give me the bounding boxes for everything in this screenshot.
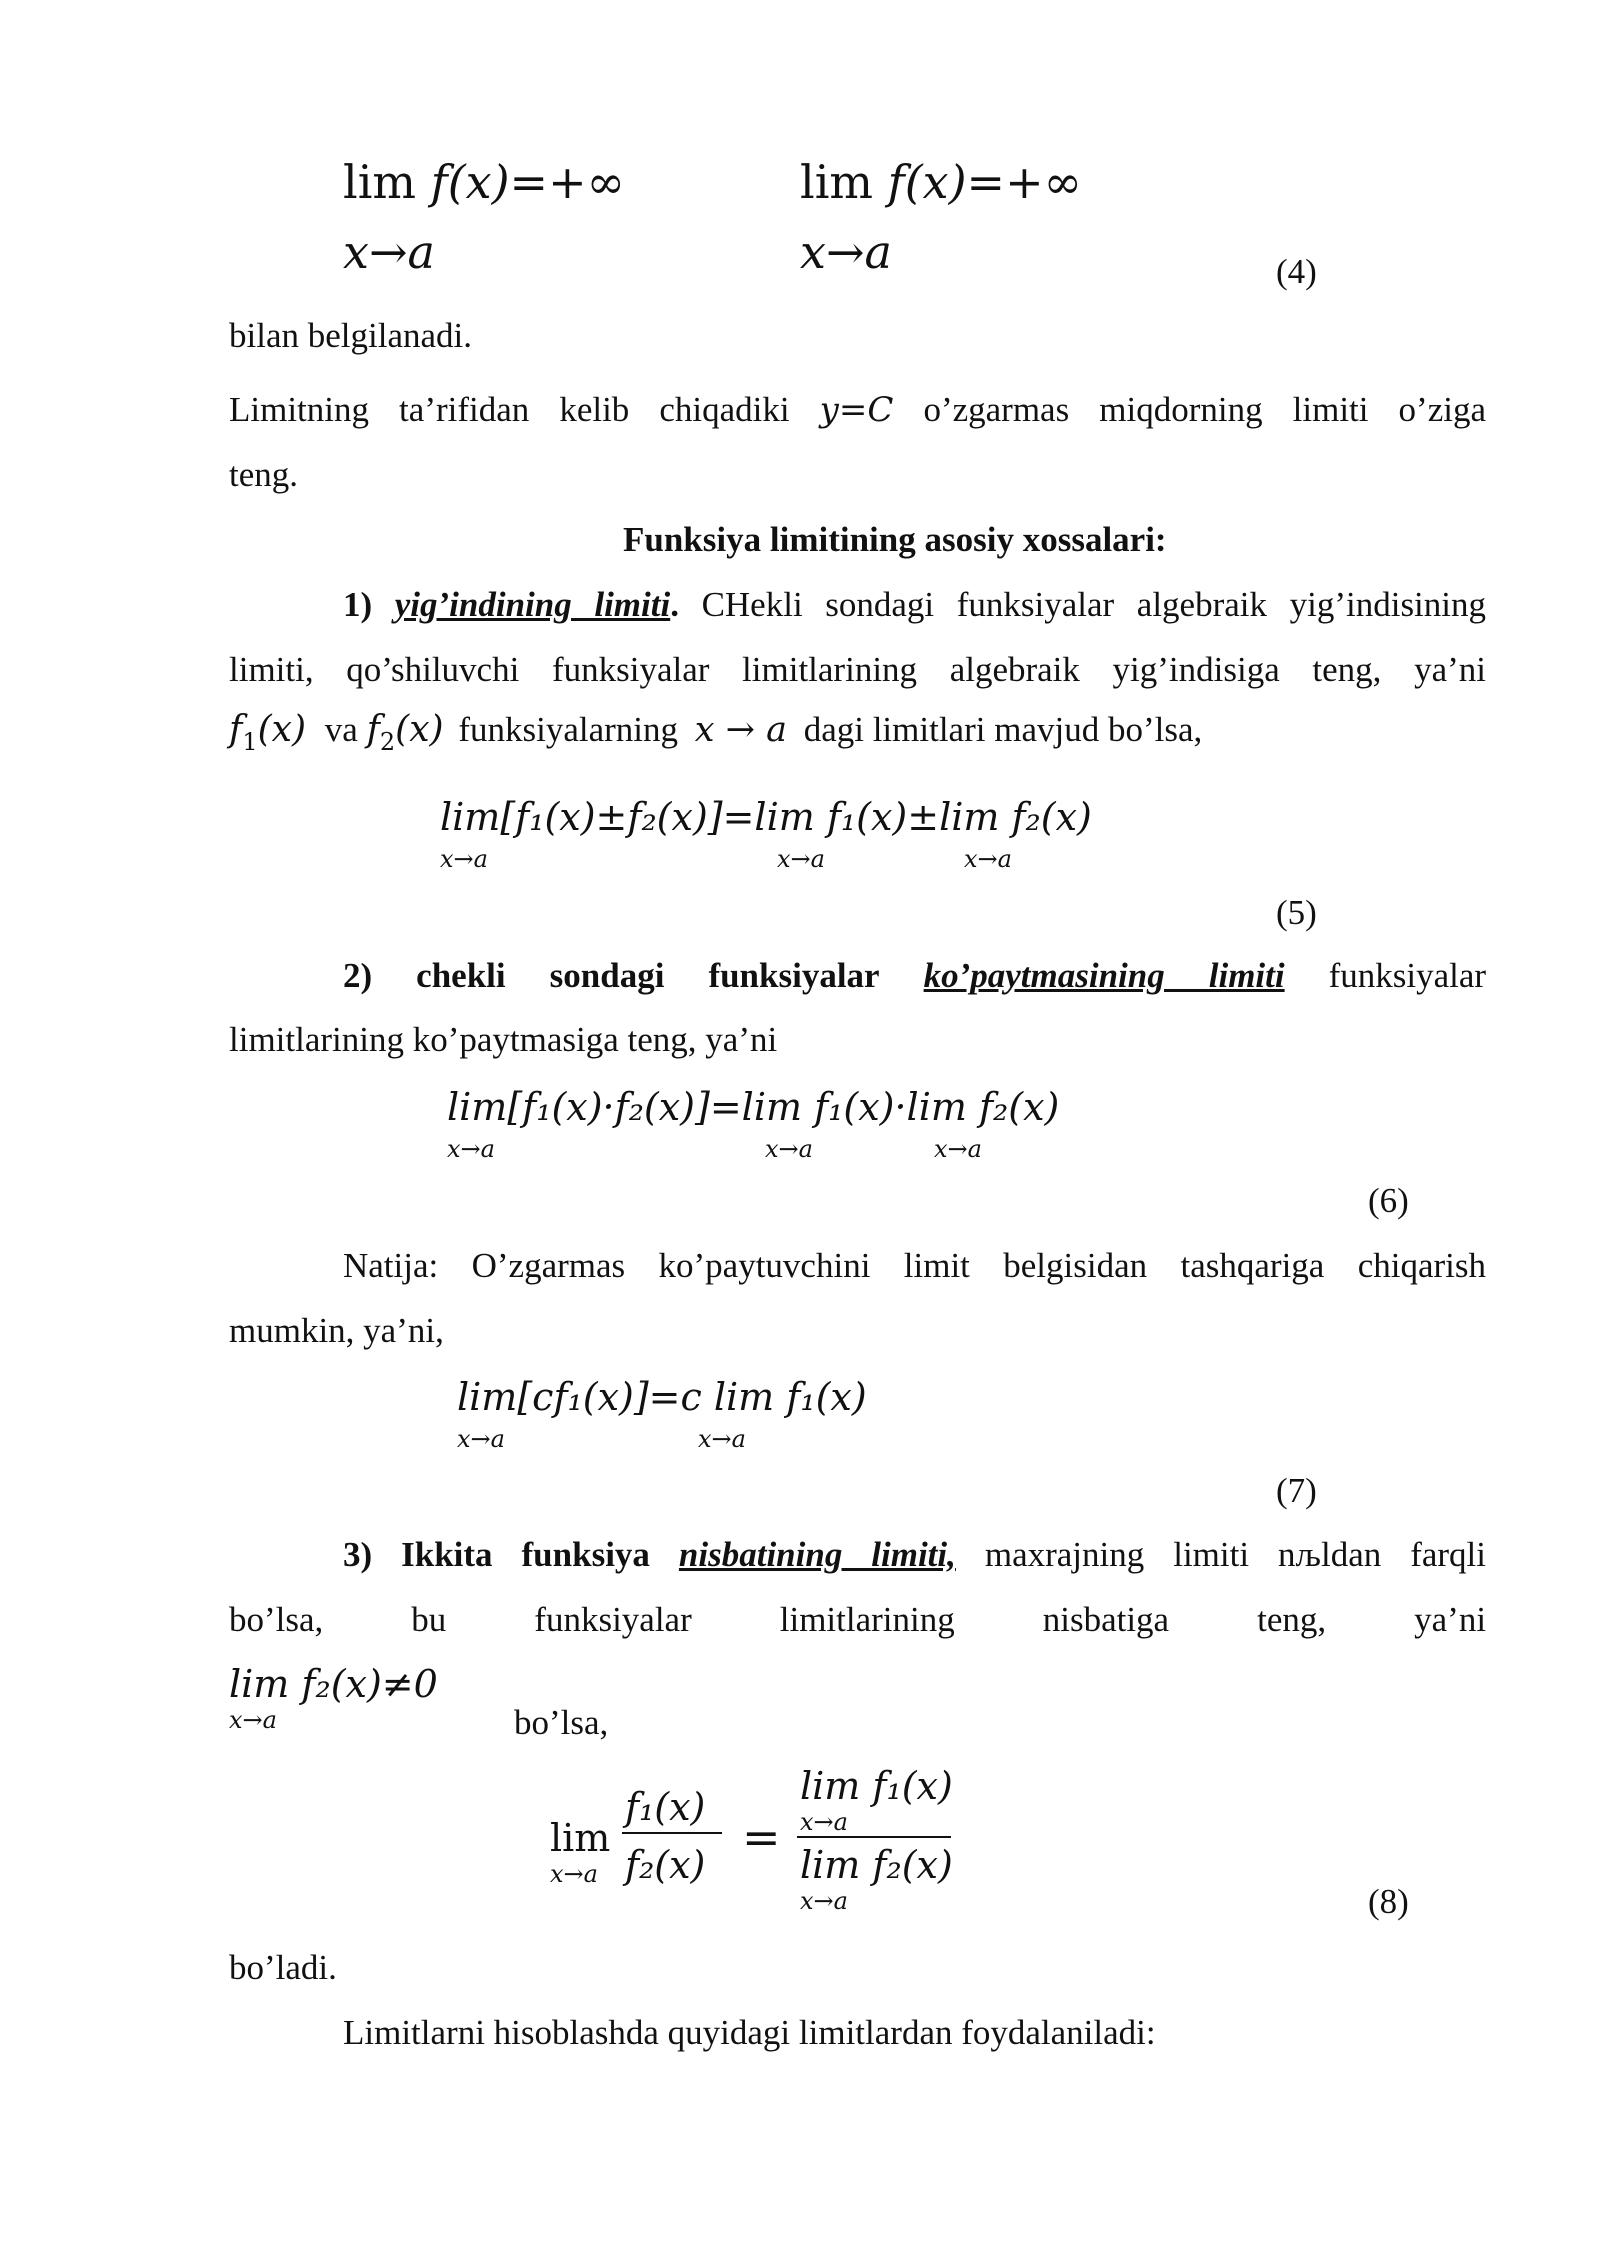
prop1-text3: funksiyalarning xyxy=(458,710,679,749)
prop2-w3: funksiyalar xyxy=(708,956,880,995)
prop3-line2-w2: bu xyxy=(411,1600,447,1639)
math-x-to-a: x → a xyxy=(694,710,787,750)
prop3-line2-w6: teng, xyxy=(1257,1600,1327,1639)
prop3-line2-w7: ya’ni xyxy=(1414,1600,1487,1639)
para-limitning-pre: Limitning ta’rifidan kelib chiqadiki xyxy=(229,390,790,429)
prop3-w2: funksiya xyxy=(521,1535,650,1574)
prop1-va: va xyxy=(324,710,358,749)
prop3-line2-w4: limitlarining xyxy=(779,1600,955,1639)
formula6-under-1: x→a xyxy=(447,1135,495,1163)
formula8-right-denominator: lim f₂(x) xyxy=(800,1843,953,1887)
prop2-number: 2) xyxy=(343,956,373,995)
prop3-line2-w3: funksiyalar xyxy=(534,1600,692,1639)
formula4-right xyxy=(800,155,1082,209)
formula4-left-expr: f(x)=+∞ xyxy=(430,155,625,209)
prop2-title: ko’paytmasining limiti xyxy=(923,956,1285,995)
formula8-equals: = xyxy=(742,1810,781,1864)
equation-number-5: (5) xyxy=(1276,893,1317,932)
prop3-text1: maxrajning limiti nљldan farqli xyxy=(984,1535,1487,1574)
formula6-under-2: x→a xyxy=(765,1135,813,1163)
formula5-under-3: x→a xyxy=(964,845,1012,873)
para-limitning-line1 xyxy=(229,390,1487,430)
equation-number-8: (8) xyxy=(1368,1882,1409,1921)
prop1-line3 xyxy=(229,709,1203,756)
prop2-w2: sondagi xyxy=(549,956,665,995)
prop2-w4: funksiyalar xyxy=(1328,956,1487,995)
math-f1-arg: (x) xyxy=(257,709,307,750)
prop1-dot: . xyxy=(670,585,679,624)
prop1-line2: limiti, qo’shiluvchi funksiyalar limitlarining algebraik yig’indisiga teng, ya’ni xyxy=(229,650,1486,689)
prop1-text1: CHekli sondagi funksiyalar algebraik yig’indisining xyxy=(701,585,1487,624)
formula4-right-under: x→a xyxy=(800,225,892,279)
math-f1-sub: 1 xyxy=(242,728,258,756)
formula7-under-1: x→a xyxy=(457,1425,505,1453)
formula8-numerator: f₁(x) xyxy=(625,1785,706,1829)
formula8-lim: lim xyxy=(550,1816,611,1860)
section-heading: Funksiya limitining asosiy xossalari: xyxy=(623,520,1167,559)
prop2-w1: chekli xyxy=(416,956,506,995)
formula4-right-lim: lim xyxy=(800,155,874,209)
equation-number-6: (6) xyxy=(1368,1181,1409,1220)
formula8-lim-under: x→a xyxy=(550,1860,598,1888)
prop3-bolsa: bo’lsa, xyxy=(514,1703,609,1742)
formula5-under-2: x→a xyxy=(777,845,825,873)
formula8-fraction-bar-right xyxy=(797,1836,951,1838)
formula4-left-lim: lim xyxy=(343,155,417,209)
formula7: lim[cf₁(x)]=c lim f₁(x) xyxy=(457,1375,867,1419)
prop3-condition-under: x→a xyxy=(229,1706,277,1734)
formula8-right-num-under: x→a xyxy=(800,1808,848,1836)
prop1-title: yig’indining limiti xyxy=(394,585,671,624)
formula4-left xyxy=(343,155,625,209)
equation-number-4: (4) xyxy=(1276,252,1317,291)
formula8-right-numerator: lim f₁(x) xyxy=(800,1764,953,1808)
natija-line1: Natija: O’zgarmas ko’paytuvchini limit belgisidan tashqariga chiqarish xyxy=(343,1246,1486,1285)
formula8-right-den-under: x→a xyxy=(800,1887,848,1915)
prop1-line1 xyxy=(343,587,1486,622)
formula4-left-under: x→a xyxy=(343,225,435,279)
para-boladi: bo’ladi. xyxy=(229,1948,337,1987)
para-limitning-line2: teng. xyxy=(229,455,299,494)
formula6-under-3: x→a xyxy=(934,1135,982,1163)
prop1-text4: dagi limitlari mavjud bo’lsa, xyxy=(803,710,1203,749)
prop1-number: 1) xyxy=(343,585,373,624)
formula5-under-1: x→a xyxy=(440,845,488,873)
prop3-condition: lim f₂(x)≠0 xyxy=(229,1662,438,1706)
math-f2: f xyxy=(366,709,380,750)
para-limitning-post: o’zgarmas miqdorning limiti o’ziga xyxy=(923,390,1487,429)
prop3-line2-w1: bo’lsa, xyxy=(229,1600,324,1639)
para-bilan: bilan belgilanadi. xyxy=(229,316,472,355)
prop2-line1 xyxy=(343,958,1486,993)
para-last: Limitlarni hisoblashda quyidagi limitlardan foydalaniladi: xyxy=(343,2013,1156,2052)
math-f2-arg: (x) xyxy=(395,709,444,750)
formula7-under-2: x→a xyxy=(698,1425,746,1453)
formula4-right-expr: f(x)=+∞ xyxy=(887,155,1082,209)
natija-line2: mumkin, ya’ni, xyxy=(229,1311,444,1350)
prop3-line1 xyxy=(343,1537,1486,1572)
formula6: lim[f₁(x)·f₂(x)]=lim f₁(x)·lim f₂(x) xyxy=(447,1085,1060,1129)
math-f1: f xyxy=(229,709,243,750)
math-f2-sub: 2 xyxy=(379,728,396,756)
prop3-number: 3) xyxy=(343,1535,373,1574)
formula8-denominator: f₂(x) xyxy=(625,1843,706,1887)
prop2-line2: limitlarining ko’paytmasiga teng, ya’ni xyxy=(229,1020,778,1059)
equation-number-7: (7) xyxy=(1276,1471,1317,1510)
prop3-w1: Ikkita xyxy=(401,1535,493,1574)
formula5: lim[f₁(x)±f₂(x)]=lim f₁(x)±lim f₂(x) xyxy=(440,795,1092,839)
math-y-equals-c: y=C xyxy=(819,390,894,430)
prop3-title: nisbatining limiti, xyxy=(678,1535,956,1574)
prop3-line2 xyxy=(229,1602,1486,1637)
formula8-fraction-bar-left xyxy=(622,1832,722,1834)
prop3-line2-w5: nisbatiga xyxy=(1042,1600,1170,1639)
